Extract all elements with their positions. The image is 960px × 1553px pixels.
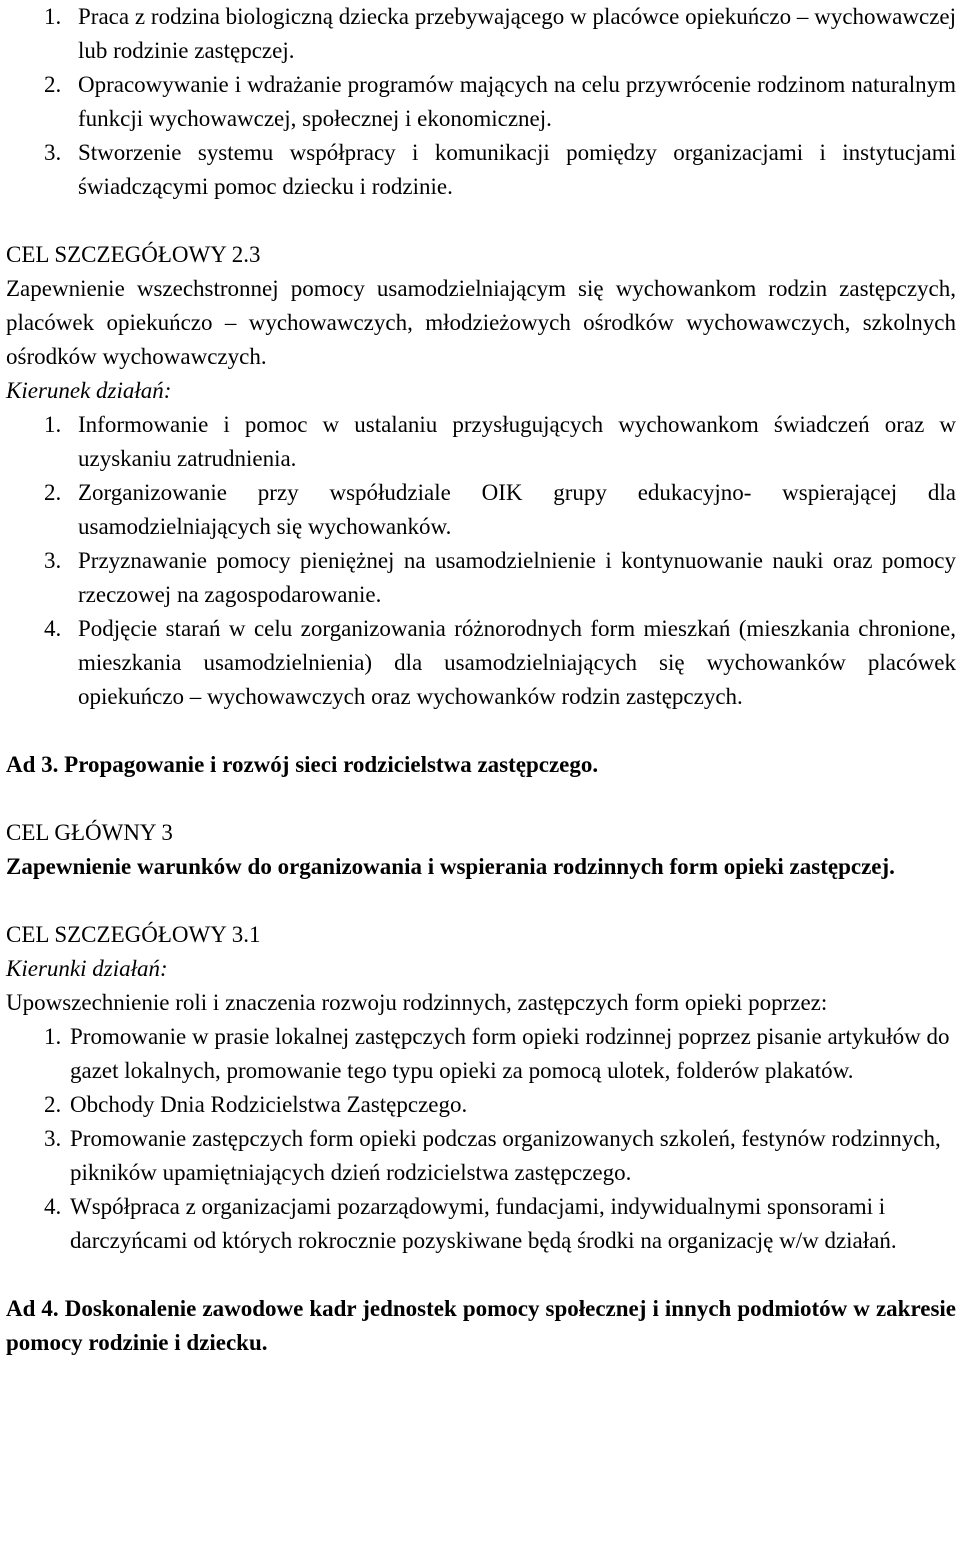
list-number: 1. bbox=[44, 1024, 62, 1049]
list-item bbox=[6, 612, 956, 714]
list-item bbox=[6, 476, 956, 544]
directions-label: Kierunki działań: bbox=[6, 956, 168, 981]
list-text: Promowanie w prasie lokalnej zastępczych form opieki rodzinnej poprzez pisanie artykułów do gazet lokalnych, promowanie tego typu opieki za pomocą ulotek, folderów plakatów. bbox=[70, 1024, 950, 1083]
spacer bbox=[6, 884, 956, 918]
spacer bbox=[6, 1258, 956, 1292]
spacer bbox=[6, 714, 956, 748]
list-text: Informowanie i pomoc w ustalaniu przysługujących wychowankom świadczeń oraz w uzyskaniu zatrudnienia. bbox=[78, 412, 956, 471]
list-number: 1. bbox=[44, 412, 62, 437]
main-goal-3 bbox=[6, 816, 956, 884]
list-text: Współpraca z organizacjami pozarządowymi, fundacjami, indywidualnymi sponsorami i darczyńcami od których rokrocznie pozyskiwane będą środki na organizację w/w działań. bbox=[70, 1194, 897, 1253]
section-heading: CEL SZCZEGÓŁOWY 2.3 bbox=[6, 242, 261, 267]
spacer bbox=[6, 204, 956, 238]
section-2-3 bbox=[6, 238, 956, 714]
list-text: Podjęcie starań w celu zorganizowania różnorodnych form mieszkań (mieszkania chronione, mieszkania usamodzielnienia) dla usamodzielniających się wychowanków placówek opiekuńczo – wychowawczych oraz wychowanków rodzin zastępczych. bbox=[78, 616, 956, 709]
list-number: 3. bbox=[44, 1126, 62, 1151]
list-number: 2. bbox=[44, 480, 62, 505]
list-text: Promowanie zastępczych form opieki podczas organizowanych szkoleń, festynów rodzinnych, pikników upamiętniających dzień rodzicielstwa zastępczego. bbox=[70, 1126, 941, 1185]
list-number: 4. bbox=[44, 1194, 62, 1219]
ad3-heading: Ad 3. Propagowanie i rozwój sieci rodzicielstwa zastępczego. bbox=[6, 752, 599, 777]
list-item bbox=[6, 1020, 956, 1088]
main-goal-text: Zapewnienie warunków do organizowania i wspierania rodzinnych form opieki zastępczej. bbox=[6, 854, 895, 879]
ad4-heading: Ad 4. Doskonalenie zawodowe kadr jednostek pomocy społecznej i innych podmiotów w zakresie pomocy rodzinie i dziecku. bbox=[6, 1296, 956, 1355]
list-item bbox=[6, 1122, 956, 1190]
spacer bbox=[6, 782, 956, 816]
list-number: 4. bbox=[44, 616, 62, 641]
list-number: 3. bbox=[44, 140, 62, 165]
list-text: Stworzenie systemu współpracy i komunikacji pomiędzy organizacjami i instytucjami świadczącymi pomoc dziecku i rodzinie. bbox=[78, 140, 956, 199]
list-text: Praca z rodzina biologiczną dziecka przebywającego w placówce opiekuńczo – wychowawczej lub rodzinie zastępczej. bbox=[78, 4, 956, 63]
list-text: Obchody Dnia Rodzicielstwa Zastępczego. bbox=[70, 1092, 468, 1117]
directions-label: Kierunek działań: bbox=[6, 378, 172, 403]
list-item bbox=[6, 544, 956, 612]
list-number: 3. bbox=[44, 548, 62, 573]
top-list bbox=[6, 0, 956, 204]
section-heading: CEL SZCZEGÓŁOWY 3.1 bbox=[6, 922, 261, 947]
list-item bbox=[6, 1088, 956, 1122]
list-item bbox=[6, 68, 956, 136]
section-description: Zapewnienie wszechstronnej pomocy usamodzielniającym się wychowankom rodzin zastępczych, placówek opiekuńczo – wychowawczych, młodzieżowych ośrodków wychowawczych, szkolnych ośrodków wychowawczych. bbox=[6, 276, 956, 369]
list-number: 2. bbox=[44, 72, 62, 97]
list-item bbox=[6, 1190, 956, 1258]
list-item bbox=[6, 0, 956, 68]
list-item bbox=[6, 408, 956, 476]
main-goal-heading: CEL GŁÓWNY 3 bbox=[6, 820, 173, 845]
list-text: Przyznawanie pomocy pieniężnej na usamodzielnienie i kontynuowanie nauki oraz pomocy rzeczowej na zagospodarowanie. bbox=[78, 548, 956, 607]
list-item bbox=[6, 136, 956, 204]
list-text: Opracowywanie i wdrażanie programów mających na celu przywrócenie rodzinom naturalnym funkcji wychowawczej, społecznej i ekonomicznej. bbox=[78, 72, 956, 131]
section-3-1 bbox=[6, 918, 956, 1258]
list-number: 2. bbox=[44, 1092, 62, 1117]
list-number: 1. bbox=[44, 4, 62, 29]
section-intro: Upowszechnienie roli i znaczenia rozwoju rodzinnych, zastępczych form opieki poprzez: bbox=[6, 990, 828, 1015]
list-text: Zorganizowanie przy współudziale OIK grupy edukacyjno- wspierającej dla usamodzielniających się wychowanków. bbox=[78, 480, 956, 539]
